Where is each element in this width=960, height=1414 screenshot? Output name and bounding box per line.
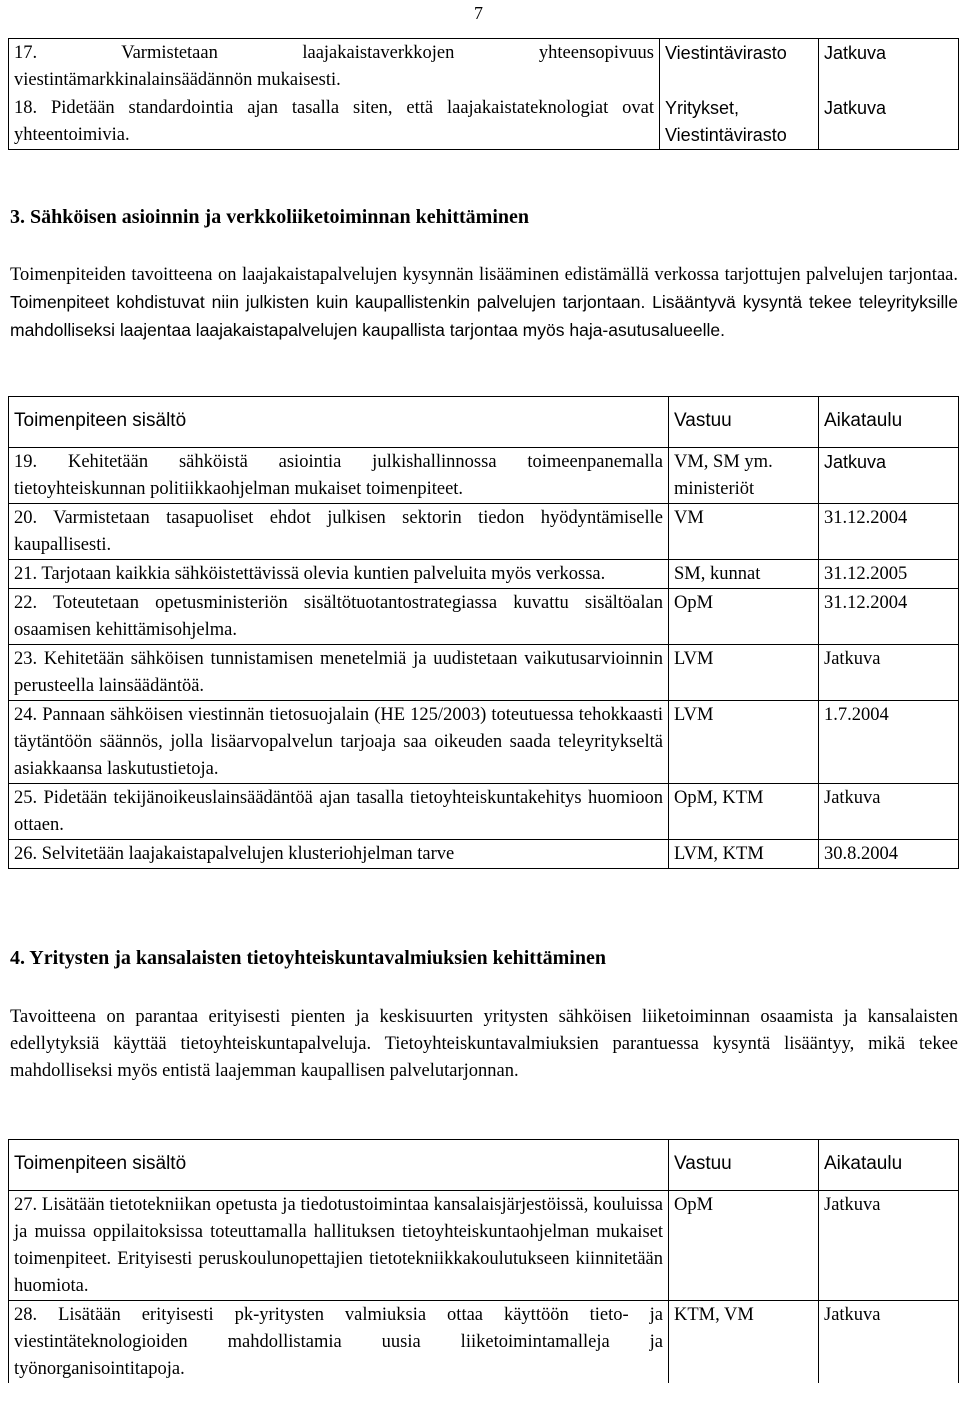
measure-responsible: Yritykset, Viestintävirasto xyxy=(660,94,819,150)
measure-responsible: VM, SM ym. ministeriöt xyxy=(669,448,819,504)
column-header-schedule: Aikataulu xyxy=(819,397,959,448)
table-row xyxy=(9,840,959,869)
measure-schedule: 31.12.2005 xyxy=(819,560,959,589)
table-header-row xyxy=(9,1140,959,1191)
measure-responsible: LVM xyxy=(669,645,819,701)
measure-schedule: 31.12.2004 xyxy=(819,504,959,560)
measure-schedule: Jatkuva xyxy=(819,94,959,150)
section-intro: Tavoitteena on parantaa erityisesti pienten ja keskisuurten yritysten sähköisen liiketoiminnan osaamista ja kansalaisten edellytyksiä käyttää tietoyhteiskuntapalveluja. Tietoyhteiskuntavalmiuksien parantuessa kysyntä lisääntyy, mikä tekee mahdolliseksi myös entistä laajemman kaupallisen palvelutarjonnan. xyxy=(10,1007,958,1081)
measure-schedule: Jatkuva xyxy=(819,39,959,95)
measure-description: 21. Tarjotaan kaikkia sähköistettävissä olevia kuntien palveluita myös verkossa. xyxy=(9,560,669,589)
column-header-responsible: Vastuu xyxy=(669,397,819,448)
column-header-content: Toimenpiteen sisältö xyxy=(9,397,669,448)
column-header-content: Toimenpiteen sisältö xyxy=(9,1140,669,1191)
table-row xyxy=(9,504,959,560)
measure-description: 22. Toteutetaan opetusministeriön sisältötuotantostrategiassa kuvattu sisältöalan osaamisen kehittämisohjelma. xyxy=(9,589,669,645)
page-number: 7 xyxy=(474,3,483,23)
intro-text: Lisääntyvä kysyntä tekee teleyrityksille mahdolliseksi laajentaa laajakaistapalvelujen kaupallista tarjontaa myös haja-asutusalueelle. xyxy=(10,292,959,340)
table-row xyxy=(9,784,959,840)
measure-description: 24. Pannaan sähköisen viestinnän tietosuojalain (HE 125/2003) toteutuessa tehokkaasti täytäntöön säännös, jolla lisäarvopalvelun tarjoaja saa oikeuden saada teleyritykseltä asiakkaansa laskutustietoja. xyxy=(9,701,669,784)
measure-schedule: Jatkuva xyxy=(819,1191,959,1301)
measure-schedule: Jatkuva xyxy=(819,784,959,840)
table-row xyxy=(9,1191,959,1301)
table-row xyxy=(9,560,959,589)
measure-description: 28. Lisätään erityisesti pk-yritysten valmiuksia ottaa käyttöön tieto- ja viestintäteknologioiden mahdollistamia uusia liiketoimintamalleja ja työnorganisointitapoja. xyxy=(9,1301,669,1384)
measure-responsible: OpM xyxy=(669,589,819,645)
measures-table xyxy=(8,1139,959,1383)
measure-description: 20. Varmistetaan tasapuoliset ehdot julkisen sektorin tiedon hyödyntämiselle kaupallisesti. xyxy=(9,504,669,560)
table-row xyxy=(9,589,959,645)
measures-table xyxy=(8,396,959,869)
table-row xyxy=(9,701,959,784)
measure-schedule: 1.7.2004 xyxy=(819,701,959,784)
measure-responsible: KTM, VM xyxy=(669,1301,819,1384)
measure-description: 17. Varmistetaan laajakaistaverkkojen yhteensopivuus viestintämarkkinalainsäädännön mukaisesti. xyxy=(9,39,660,95)
measure-description: 18. Pidetään standardointia ajan tasalla siten, että laajakaistateknologiat ovat yhteentoimivia. xyxy=(9,94,660,150)
section-intro xyxy=(8,262,960,345)
measure-responsible: VM xyxy=(669,504,819,560)
measure-responsible: LVM xyxy=(669,701,819,784)
measure-schedule: 31.12.2004 xyxy=(819,589,959,645)
measure-description: 27. Lisätään tietotekniikan opetusta ja tiedotustoimintaa kansalaisjärjestöissä, kouluissa ja muissa oppilaitoksissa toteuttamalla hallituksen tietoyhteiskuntaohjelman mukaiset toimenpiteet. Erityisesti peruskoulunopettajien tietotekniikkakoulutukseen kiinnitetään huomiota. xyxy=(9,1191,669,1301)
table-row xyxy=(9,448,959,504)
table-row xyxy=(9,94,959,150)
measure-responsible: LVM, KTM xyxy=(669,840,819,869)
measure-schedule: Jatkuva xyxy=(819,448,959,504)
measure-schedule: 30.8.2004 xyxy=(819,840,959,869)
measure-responsible: Viestintävirasto xyxy=(660,39,819,95)
measure-responsible: OpM xyxy=(669,1191,819,1301)
measure-description: 23. Kehitetään sähköisen tunnistamisen menetelmiä ja uudistetaan vaikutusarvioinnin perusteella lainsäädäntöä. xyxy=(9,645,669,701)
measure-description: 26. Selvitetään laajakaistapalvelujen klusteriohjelman tarve xyxy=(9,840,669,869)
intro-text: Toimenpiteiden tavoitteena on laajakaistapalvelujen kysynnän lisääminen edistämällä verkossa tarjottujen palvelujen tarjontaa. xyxy=(10,265,958,285)
measure-responsible: SM, kunnat xyxy=(669,560,819,589)
section-heading: 4. Yritysten ja kansalaisten tietoyhteiskuntavalmiuksien kehittäminen xyxy=(10,947,606,969)
table-row xyxy=(9,1301,959,1384)
measure-responsible: OpM, KTM xyxy=(669,784,819,840)
table-row xyxy=(9,645,959,701)
measure-schedule: Jatkuva xyxy=(819,1301,959,1384)
table-header-row xyxy=(9,397,959,448)
measure-description: 19. Kehitetään sähköistä asiointia julkishallinnossa toimeenpanemalla tietoyhteiskunnan politiikkaohjelman mukaiset toimenpiteet. xyxy=(9,448,669,504)
measure-schedule: Jatkuva xyxy=(819,645,959,701)
table-row xyxy=(9,39,959,95)
measure-description: 25. Pidetään tekijänoikeuslainsäädäntöä ajan tasalla tietoyhteiskuntakehitys huomioon ottaen. xyxy=(9,784,669,840)
section-heading: 3. Sähköisen asioinnin ja verkkoliiketoiminnan kehittäminen xyxy=(10,206,530,228)
intro-text: Toimenpiteet kohdistuvat niin julkisten kuin kaupallistenkin palvelujen tarjontaan. xyxy=(10,292,646,312)
column-header-schedule: Aikataulu xyxy=(819,1140,959,1191)
column-header-responsible: Vastuu xyxy=(669,1140,819,1191)
measures-table-continued xyxy=(8,38,959,150)
